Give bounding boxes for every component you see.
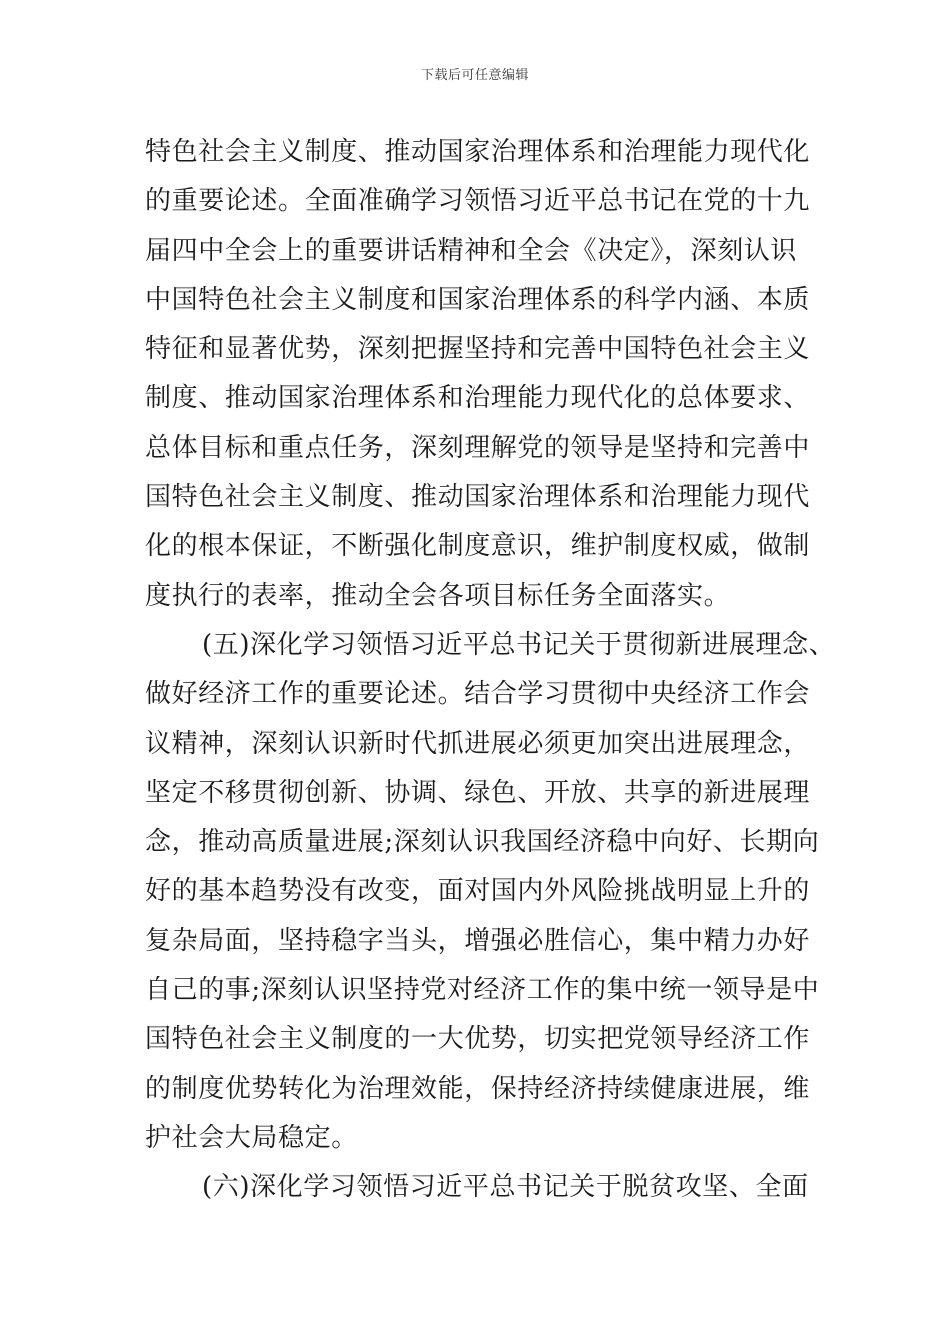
text-line: 制度、推动国家治理体系和治理能力现代化的总体要求、 xyxy=(145,383,811,414)
text-line: 议精神，深刻认识新时代抓进展必须更加突出进展理念， xyxy=(145,728,811,759)
document-body xyxy=(145,128,836,1213)
text-line: (六)深化学习领悟习近平总书记关于脱贫攻坚、全面 xyxy=(202,1172,809,1203)
text-line: 化的根本保证，不断强化制度意识，维护制度权威，做制 xyxy=(145,531,811,562)
text-line: 特征和显著优势，深刻把握坚持和完善中国特色社会主义 xyxy=(145,334,811,365)
text-line: 的重要论述。全面准确学习领悟习近平总书记在党的十九 xyxy=(145,186,811,217)
text-line: 中国特色社会主义制度和国家治理体系的科学内涵、本质 xyxy=(145,284,811,315)
paragraph xyxy=(145,128,825,621)
paragraph xyxy=(145,621,836,1163)
text-line: (五)深化学习领悟习近平总书记关于贯彻新进展理念、 xyxy=(202,629,836,660)
paragraph xyxy=(145,1163,825,1212)
text-line: 好的基本趋势没有改变，面对国内外风险挑战明显上升的 xyxy=(145,876,811,907)
text-line: 自己的事;深刻认识坚持党对经济工作的集中统一领导是中 xyxy=(145,975,820,1006)
text-line: 复杂局面，坚持稳字当头，增强必胜信心，集中精力办好 xyxy=(145,925,811,956)
text-line: 念，推动高质量进展;深刻认识我国经济稳中向好、长期向 xyxy=(145,827,820,858)
text-line: 护社会大局稳定。 xyxy=(145,1122,358,1153)
text-line: 的制度优势转化为治理效能，保持经济持续健康进展，维 xyxy=(145,1073,811,1104)
text-line: 做好经济工作的重要论述。结合学习贯彻中央经济工作会 xyxy=(145,679,811,710)
text-line: 特色社会主义制度、推动国家治理体系和治理能力现代化 xyxy=(145,137,811,167)
text-line: 届四中全会上的重要讲话精神和全会《决定》，深刻认识 xyxy=(145,235,798,266)
text-line: 度执行的表率，推动全会各项目标任务全面落实。 xyxy=(145,580,731,611)
text-line: 坚定不移贯彻创新、协调、绿色、开放、共享的新进展理 xyxy=(145,777,811,808)
text-line: 总体目标和重点任务，深刻理解党的领导是坚持和完善中 xyxy=(145,432,811,463)
page-header: 下载后可任意编辑 xyxy=(420,68,529,83)
text-line: 国特色社会主义制度、推动国家治理体系和治理能力现代 xyxy=(145,482,811,513)
text-line: 国特色社会主义制度的一大优势，切实把党领导经济工作 xyxy=(145,1024,811,1055)
